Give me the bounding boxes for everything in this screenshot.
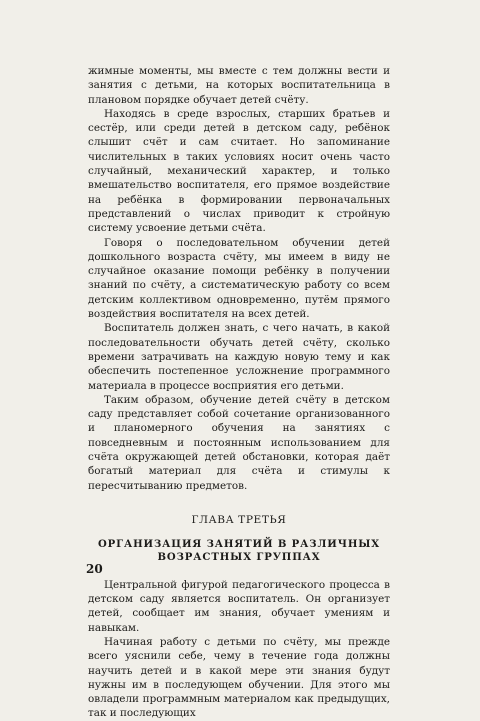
paragraph: Находясь в среде взрослых, старших братьев и сестёр, или среди детей в детском саду, ребёнок слышит счёт и сам считает. Но запоминание числительных в таких условиях носит очень часто случайный, механический характер, и только вмешательство воспитателя, его прямое воздействие на ребёнка в формировании первоначальных представлений о числах приводит к стройную систему усвоение детьми счёта.	[88, 107, 390, 235]
paragraph: Говоря о последовательном обучении детей дошкольного возраста счёту, мы имеем в виду не случайное оказание помощи ребёнку в получении знаний по счёту, а систематическую работу со всем детским коллективом одновременно, путём прямого воздействия воспитателя на всех детей.	[88, 236, 390, 321]
chapter-title: ОРГАНИЗАЦИЯ ЗАНЯТИЙ В РАЗЛИЧНЫХ ВОЗРАСТНЫХ ГРУППАХ	[97, 539, 381, 563]
paragraph: Воспитатель должен знать, с чего начать, в какой последовательности обучать детей счёту, сколько времени затрачивать на каждую новую тему и как обеспечить постепенное усложнение программного материала в процессе восприятия его детьми.	[88, 322, 390, 392]
main-text	[88, 64, 390, 721]
page-number: 20	[86, 562, 103, 576]
chapter-label: ГЛАВА ТРЕТЬЯ	[191, 513, 287, 526]
paragraph: жимные моменты, мы вместе с тем должны вести и занятия с детьми, на которых воспитательница в плановом порядке обучает детей счёту.	[88, 65, 390, 106]
paragraph: Начиная работу с детьми по счёту, мы прежде всего уяснили себе, чему в течение года должны научить детей и в какой мере эти знания будут нужны им в последующем обучении. Для этого мы овладели программным материалом как предыдущих, так и последующих	[88, 635, 390, 720]
paragraph: Центральной фигурой педагогического процесса в детском саду является воспитатель. Он организует детей, сообщает им знания, обучает умениям и навыкам.	[88, 578, 390, 634]
paragraph: Таким образом, обучение детей счёту в детском саду представляет собой сочетание организованного и планомерного обучения на занятиях с повседневным и постоянным использованием для счёта окружающей детей обстановки, которая даёт богатый материал для счёта и стимулы к пересчитыванию предметов.	[88, 393, 390, 492]
